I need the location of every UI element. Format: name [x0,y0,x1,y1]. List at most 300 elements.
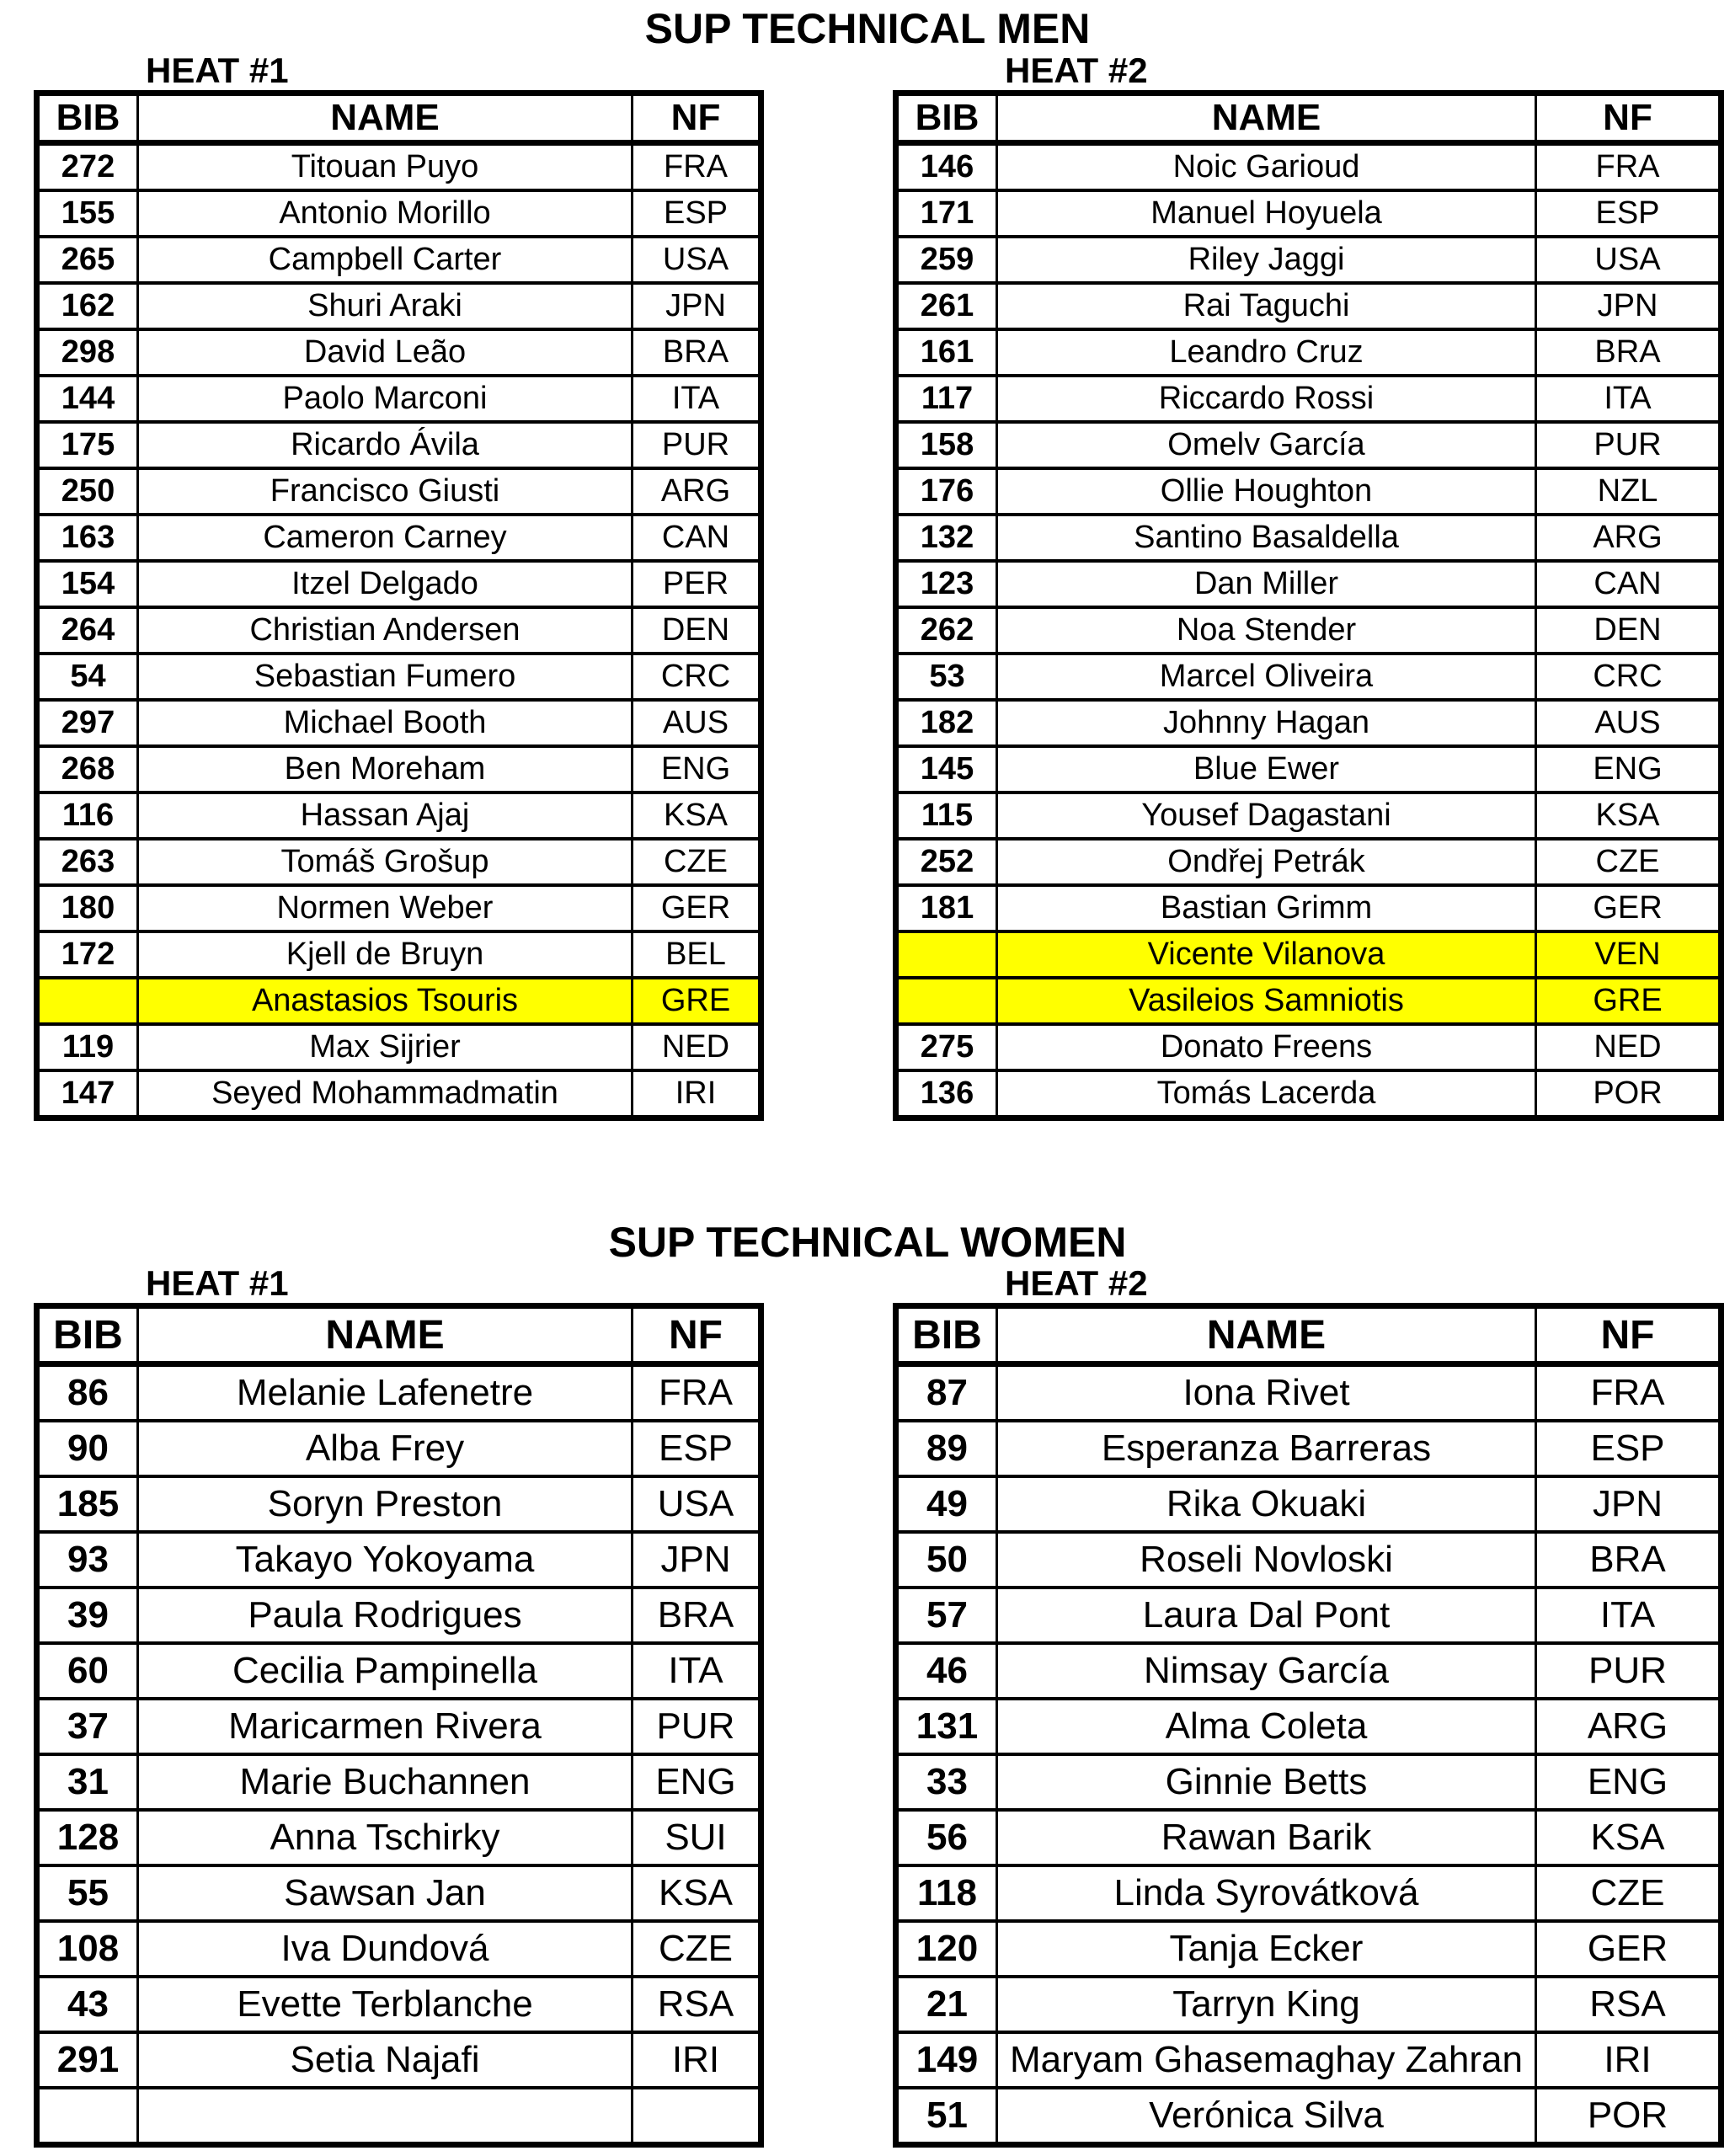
nf-cell: PUR [633,422,761,468]
name-cell: Paula Rodrigues [138,1588,633,1643]
name-cell: Tanja Ecker [997,1921,1536,1977]
bib-cell: 185 [37,1476,138,1532]
table-row [37,885,761,931]
nf-cell: GER [1536,885,1722,931]
table-row [37,1754,761,1810]
table-row [896,1921,1722,1977]
table-row [896,607,1722,654]
nf-cell: ARG [633,468,761,515]
table-row [896,931,1722,978]
bib-cell: 252 [896,839,997,885]
name-cell: Kjell de Bruyn [138,931,633,978]
table-row [896,329,1722,376]
bib-cell: 272 [37,142,138,190]
bib-cell: 265 [37,237,138,283]
table-row [896,237,1722,283]
name-cell: Iva Dundová [138,1921,633,1977]
nf-cell: FRA [1536,1364,1722,1422]
bib-cell: 146 [896,142,997,190]
women-section-title: SUP TECHNICAL WOMEN [608,1218,1127,1266]
name-cell: Tarryn King [997,1977,1536,2032]
name-cell: Iona Rivet [997,1364,1536,1422]
table-row [896,1024,1722,1070]
table-row [37,1421,761,1476]
bib-cell: 90 [37,1421,138,1476]
bib-cell: 154 [37,561,138,607]
bib-cell: 145 [896,746,997,792]
name-cell: Antonio Morillo [138,190,633,237]
table-row [37,654,761,700]
women-heat1-table [34,1303,764,2148]
table-row [37,1070,761,1118]
nf-cell: IRI [633,2032,761,2088]
nf-cell: ESP [633,190,761,237]
name-cell: Vicente Vilanova [997,931,1536,978]
name-cell: Hassan Ajaj [138,792,633,839]
women-heats-row [0,1263,1735,2148]
bib-cell: 46 [896,1643,997,1699]
table-row [896,2088,1722,2145]
nf-cell: GER [1536,1921,1722,1977]
name-cell: Sawsan Jan [138,1865,633,1921]
name-cell: Maryam Ghasemaghay Zahran [997,2032,1536,2088]
col-header-nf: NF [1536,93,1722,142]
nf-cell: BRA [633,329,761,376]
bib-cell: 149 [896,2032,997,2088]
name-cell: Melanie Lafenetre [138,1364,633,1422]
nf-cell: CZE [1536,839,1722,885]
table-row [896,654,1722,700]
women-heat2-table [893,1303,1724,2148]
bib-cell: 123 [896,561,997,607]
bib-cell: 259 [896,237,997,283]
table-row [896,561,1722,607]
nf-cell: ITA [633,376,761,422]
bib-cell: 51 [896,2088,997,2145]
bib-cell: 87 [896,1364,997,1422]
bib-cell: 120 [896,1921,997,1977]
name-cell: Verónica Silva [997,2088,1536,2145]
nf-cell: AUS [633,700,761,746]
name-cell: Tomáš Grošup [138,839,633,885]
bib-cell [37,978,138,1024]
name-cell: Bastian Grimm [997,885,1536,931]
bib-cell: 21 [896,1977,997,2032]
header-row [896,1306,1722,1364]
name-cell: Shuri Araki [138,283,633,329]
nf-cell: POR [1536,2088,1722,2145]
table-row [37,190,761,237]
bib-cell: 144 [37,376,138,422]
table-row [37,515,761,561]
name-cell: Omelv García [997,422,1536,468]
nf-cell: BEL [633,931,761,978]
name-cell: Riccardo Rossi [997,376,1536,422]
bib-cell: 93 [37,1532,138,1588]
table-row [37,561,761,607]
nf-cell: GER [633,885,761,931]
bib-cell: 180 [37,885,138,931]
nf-cell: SUI [633,1810,761,1865]
bib-cell: 39 [37,1588,138,1643]
table-row [37,2088,761,2145]
bib-cell: 161 [896,329,997,376]
nf-cell: RSA [633,1977,761,2032]
col-header-nf: NF [1536,1306,1722,1364]
table-row [896,1070,1722,1118]
women-heat1-label: HEAT #1 [146,1263,289,1303]
men-heat1-block [34,50,758,1121]
name-cell: Esperanza Barreras [997,1421,1536,1476]
nf-cell: CZE [1536,1865,1722,1921]
name-cell: Paolo Marconi [138,376,633,422]
table-row [37,746,761,792]
name-cell: Blue Ewer [997,746,1536,792]
name-cell: Johnny Hagan [997,700,1536,746]
table-row [37,1699,761,1754]
bib-cell: 37 [37,1699,138,1754]
table-row [37,1364,761,1422]
name-cell: Marie Buchannen [138,1754,633,1810]
bib-cell: 261 [896,283,997,329]
table-row [896,468,1722,515]
nf-cell: ESP [1536,190,1722,237]
nf-cell: RSA [1536,1977,1722,2032]
bib-cell: 118 [896,1865,997,1921]
name-cell: Maricarmen Rivera [138,1699,633,1754]
nf-cell: USA [1536,237,1722,283]
men-heats-row [0,50,1735,1121]
bib-cell: 60 [37,1643,138,1699]
name-cell: Tomás Lacerda [997,1070,1536,1118]
bib-cell [896,931,997,978]
bib-cell [896,978,997,1024]
table-row [37,1024,761,1070]
name-cell: Anastasios Tsouris [138,978,633,1024]
section-women [0,1121,1735,2148]
name-cell: Cecilia Pampinella [138,1643,633,1699]
table-row [37,1810,761,1865]
table-row [896,422,1722,468]
name-cell: Itzel Delgado [138,561,633,607]
men-heat2-block [893,50,1718,1121]
table-row [896,1643,1722,1699]
nf-cell: VEN [1536,931,1722,978]
name-cell: Dan Miller [997,561,1536,607]
name-cell: Francisco Giusti [138,468,633,515]
nf-cell: CAN [633,515,761,561]
bib-cell: 49 [896,1476,997,1532]
nf-cell: ESP [1536,1421,1722,1476]
nf-cell: IRI [633,1070,761,1118]
bib-cell: 136 [896,1070,997,1118]
nf-cell: JPN [1536,1476,1722,1532]
bib-cell: 263 [37,839,138,885]
nf-cell: GRE [633,978,761,1024]
bib-cell: 250 [37,468,138,515]
table-row [896,515,1722,561]
bib-cell: 268 [37,746,138,792]
nf-cell: CAN [1536,561,1722,607]
name-cell: Ondřej Petrák [997,839,1536,885]
table-row [37,142,761,190]
bib-cell: 175 [37,422,138,468]
nf-cell: ENG [633,1754,761,1810]
col-header-name: NAME [997,93,1536,142]
table-row [37,1865,761,1921]
col-header-nf: NF [633,1306,761,1364]
nf-cell: ENG [1536,746,1722,792]
col-header-bib: BIB [37,93,138,142]
name-cell: Roseli Novloski [997,1532,1536,1588]
table-row [896,1754,1722,1810]
women-heat2-block [893,1263,1718,2148]
bib-cell: 155 [37,190,138,237]
nf-cell [633,2088,761,2145]
table-row [37,792,761,839]
bib-cell: 50 [896,1532,997,1588]
table-row [37,1588,761,1643]
bib-cell: 108 [37,1921,138,1977]
bib-cell: 86 [37,1364,138,1422]
nf-cell: DEN [1536,607,1722,654]
nf-cell: POR [1536,1070,1722,1118]
bib-cell: 117 [896,376,997,422]
table-row [896,1810,1722,1865]
name-cell: David Leão [138,329,633,376]
table-row [896,792,1722,839]
header-row [896,93,1722,142]
table-row [896,978,1722,1024]
name-cell: Alma Coleta [997,1699,1536,1754]
table-row [37,1977,761,2032]
name-cell: Noic Garioud [997,142,1536,190]
nf-cell: JPN [633,1532,761,1588]
table-row [37,839,761,885]
bib-cell: 264 [37,607,138,654]
nf-cell: FRA [1536,142,1722,190]
col-header-name: NAME [138,1306,633,1364]
bib-cell: 115 [896,792,997,839]
nf-cell: ESP [633,1421,761,1476]
table-row [896,746,1722,792]
name-cell: Linda Syrovátková [997,1865,1536,1921]
table-row [896,283,1722,329]
nf-cell: AUS [1536,700,1722,746]
table-row [37,1532,761,1588]
col-header-name: NAME [138,93,633,142]
table-row [896,1977,1722,2032]
nf-cell: PUR [1536,422,1722,468]
table-row [37,1476,761,1532]
name-cell: Michael Booth [138,700,633,746]
table-row [896,1588,1722,1643]
table-row [37,700,761,746]
nf-cell: ITA [1536,1588,1722,1643]
nf-cell: USA [633,1476,761,1532]
name-cell: Ginnie Betts [997,1754,1536,1810]
header-row [37,1306,761,1364]
table-row [896,190,1722,237]
bib-cell: 162 [37,283,138,329]
men-heat2-label: HEAT #2 [1005,50,1148,90]
name-cell: Ben Moreham [138,746,633,792]
table-row [896,142,1722,190]
name-cell: Donato Freens [997,1024,1536,1070]
name-cell: Yousef Dagastani [997,792,1536,839]
nf-cell: GRE [1536,978,1722,1024]
name-cell: Vasileios Samniotis [997,978,1536,1024]
nf-cell: CZE [633,839,761,885]
name-cell: Noa Stender [997,607,1536,654]
women-heat2-label: HEAT #2 [1005,1263,1148,1303]
bib-cell: 147 [37,1070,138,1118]
table-row [37,1643,761,1699]
bib-cell: 54 [37,654,138,700]
nf-cell: KSA [633,792,761,839]
bib-cell: 291 [37,2032,138,2088]
bib-cell: 262 [896,607,997,654]
table-row [37,283,761,329]
bib-cell: 31 [37,1754,138,1810]
nf-cell: BRA [633,1588,761,1643]
bib-cell: 163 [37,515,138,561]
table-row [37,329,761,376]
nf-cell: DEN [633,607,761,654]
bib-cell: 56 [896,1810,997,1865]
men-heat2-table [893,90,1724,1121]
name-cell: Alba Frey [138,1421,633,1476]
nf-cell: NZL [1536,468,1722,515]
name-cell: Max Sijrier [138,1024,633,1070]
table-row [37,468,761,515]
bib-cell: 171 [896,190,997,237]
name-cell: Setia Najafi [138,2032,633,2088]
name-cell [138,2088,633,2145]
name-cell: Normen Weber [138,885,633,931]
table-row [37,1921,761,1977]
name-cell: Riley Jaggi [997,237,1536,283]
table-row [896,1699,1722,1754]
name-cell: Leandro Cruz [997,329,1536,376]
nf-cell: FRA [633,142,761,190]
table-row [37,607,761,654]
name-cell: Titouan Puyo [138,142,633,190]
bib-cell: 176 [896,468,997,515]
bib-cell: 53 [896,654,997,700]
name-cell: Ollie Houghton [997,468,1536,515]
name-cell: Anna Tschirky [138,1810,633,1865]
bib-cell: 181 [896,885,997,931]
name-cell: Manuel Hoyuela [997,190,1536,237]
nf-cell: ARG [1536,515,1722,561]
col-header-bib: BIB [896,93,997,142]
women-heat1-block [34,1263,758,2148]
bib-cell: 119 [37,1024,138,1070]
name-cell: Rawan Barik [997,1810,1536,1865]
table-row [896,1532,1722,1588]
men-section-title: SUP TECHNICAL MEN [644,5,1091,52]
men-heat1-table [34,90,764,1121]
nf-cell: PUR [1536,1643,1722,1699]
bib-cell: 298 [37,329,138,376]
table-row [896,1364,1722,1422]
name-cell: Evette Terblanche [138,1977,633,2032]
table-row [37,237,761,283]
nf-cell: KSA [633,1865,761,1921]
name-cell: Sebastian Fumero [138,654,633,700]
name-cell: Santino Basaldella [997,515,1536,561]
table-row [896,839,1722,885]
col-header-bib: BIB [37,1306,138,1364]
bib-cell: 43 [37,1977,138,2032]
bib-cell: 132 [896,515,997,561]
col-header-nf: NF [633,93,761,142]
nf-cell: JPN [1536,283,1722,329]
bib-cell: 128 [37,1810,138,1865]
men-heat1-label: HEAT #1 [146,50,289,90]
nf-cell: ITA [1536,376,1722,422]
bib-cell: 158 [896,422,997,468]
nf-cell: CZE [633,1921,761,1977]
bib-cell: 55 [37,1865,138,1921]
table-row [896,2032,1722,2088]
bib-cell: 89 [896,1421,997,1476]
name-cell: Campbell Carter [138,237,633,283]
nf-cell: BRA [1536,1532,1722,1588]
table-row [896,1476,1722,1532]
nf-cell: PUR [633,1699,761,1754]
bib-cell: 172 [37,931,138,978]
table-row [896,885,1722,931]
bib-cell: 297 [37,700,138,746]
nf-cell: KSA [1536,1810,1722,1865]
name-cell: Ricardo Ávila [138,422,633,468]
nf-cell: IRI [1536,2032,1722,2088]
nf-cell: ENG [1536,1754,1722,1810]
table-row [896,700,1722,746]
nf-cell: ENG [633,746,761,792]
nf-cell: PER [633,561,761,607]
table-row [37,931,761,978]
table-row [37,422,761,468]
bib-cell: 57 [896,1588,997,1643]
nf-cell: ARG [1536,1699,1722,1754]
nf-cell: CRC [633,654,761,700]
name-cell: Seyed Mohammadmatin [138,1070,633,1118]
nf-cell: CRC [1536,654,1722,700]
bib-cell [37,2088,138,2145]
bib-cell: 33 [896,1754,997,1810]
name-cell: Rika Okuaki [997,1476,1536,1532]
header-row [37,93,761,142]
nf-cell: KSA [1536,792,1722,839]
table-row [37,2032,761,2088]
bib-cell: 182 [896,700,997,746]
col-header-name: NAME [997,1306,1536,1364]
bib-cell: 275 [896,1024,997,1070]
nf-cell: NED [633,1024,761,1070]
name-cell: Nimsay García [997,1643,1536,1699]
name-cell: Soryn Preston [138,1476,633,1532]
name-cell: Rai Taguchi [997,283,1536,329]
nf-cell: USA [633,237,761,283]
nf-cell: FRA [633,1364,761,1422]
name-cell: Takayo Yokoyama [138,1532,633,1588]
nf-cell: NED [1536,1024,1722,1070]
name-cell: Laura Dal Pont [997,1588,1536,1643]
name-cell: Cameron Carney [138,515,633,561]
